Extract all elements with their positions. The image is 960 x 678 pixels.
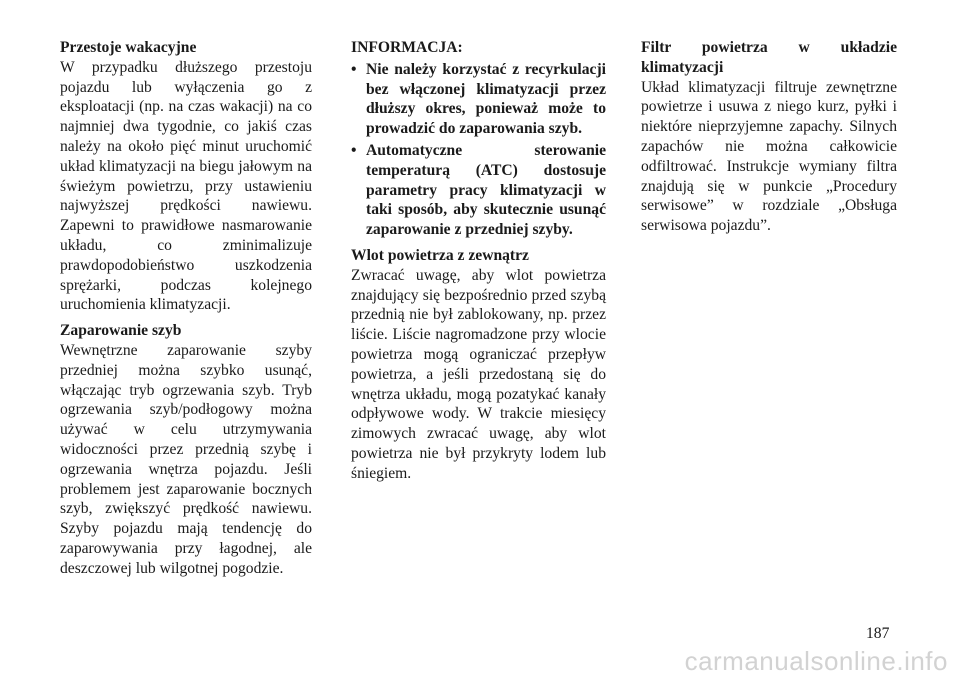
info-note-title: INFORMACJA: [351, 39, 463, 56]
section-heading-window-fogging: Zaparowanie szyb [60, 322, 182, 340]
middle-column [351, 38, 606, 490]
page-number: 187 [866, 625, 890, 642]
section-body-air-filter: Układ klimatyzacji filtruje zewnętrzne powietrze i usuwa z niego kurz, pyłki i niektóre nieprzyjemne zapachy. Silnych zapachów nie można całkowicie odfiltrować. Instrukcje wymiany filtra znajdują się w punkcie „Procedury serwisowe” w rozdziale „Obsługa serwisowa pojazdu”. [641, 78, 897, 235]
bullet-icon: • [351, 141, 357, 159]
section-heading-air-filter: Filtr powietrza w układzie klimatyzacji [641, 39, 897, 76]
section-heading-outside-air-intake: Wlot powietrza z zewnątrz [351, 246, 529, 264]
bullet-icon: • [351, 60, 357, 78]
right-column [641, 38, 897, 242]
section-body-outside-air-intake: Zwracać uwagę, aby wlot powietrza znajdujący się bezpośrednio przed szybą przednią nie był zablokowany, np. przez liście. Liście nagromadzone przy wlocie powietrza mogą ograniczać przepływ powietrza, a jeśli przedostaną się do wnętrza układu, mogą pozatykać kanały odpływowe wody. W trakcie miesięcy zimowych zwracać uwagę, aby wlot powietrza nie był przykryty lodem lub śniegiem. [351, 266, 606, 482]
info-note-text: Automatyczne sterowanie temperaturą (ATC) dostosuje parametry pracy klimatyzacji w taki sposób, aby skutecznie usunąć zaparowanie z przedniej szyby. [366, 141, 606, 239]
watermark: carmanualsonline.info [684, 646, 948, 676]
info-note-item [351, 141, 606, 240]
info-note-text: Nie należy korzystać z recyrkulacji bez włączonej klimatyzacji przez dłuższy okres, ponieważ może to prowadzić do zaparowania szyb. [366, 60, 606, 138]
section-body-holiday-downtime: W przypadku dłuższego przestoju pojazdu lub wyłączenia go z eksploatacji (np. na czas wakacji) na co najmniej dwa tygodnie, co jakiś czas należy na około pięć minut uruchomić układ klimatyzacji na biegu jałowym na świeżym powietrzu, przy ustawieniu najwyższej prędkości nawiewu. Zapewni to prawidłowe nasmarowanie układu, co zminimalizuje prawdopodobieństwo uszkodzenia sprężarki, podczas kolejnego uruchomienia klimatyzacji. [60, 58, 312, 314]
section-body-window-fogging: Wewnętrzne zaparowanie szyby przedniej można szybko usunąć, włączając tryb ogrzewania szyb. Tryb ogrzewania szyb/podłogowy można używać w celu utrzymywania widoczności przez przednią szybę i ogrzewania wnętrza pojazdu. Jeśli problemem jest zaparowanie bocznych szyb, zwiększyć prędkość nawiewu. Szyby pojazdu mają tendencję do zaparowywania przy łagodnej, ale deszczowej lub wilgotnej pogodzie. [60, 341, 312, 577]
left-column [60, 38, 312, 585]
info-note-item [351, 60, 606, 139]
info-note-list [351, 60, 606, 240]
section-heading-holiday-downtime: Przestoje wakacyjne [60, 39, 197, 56]
